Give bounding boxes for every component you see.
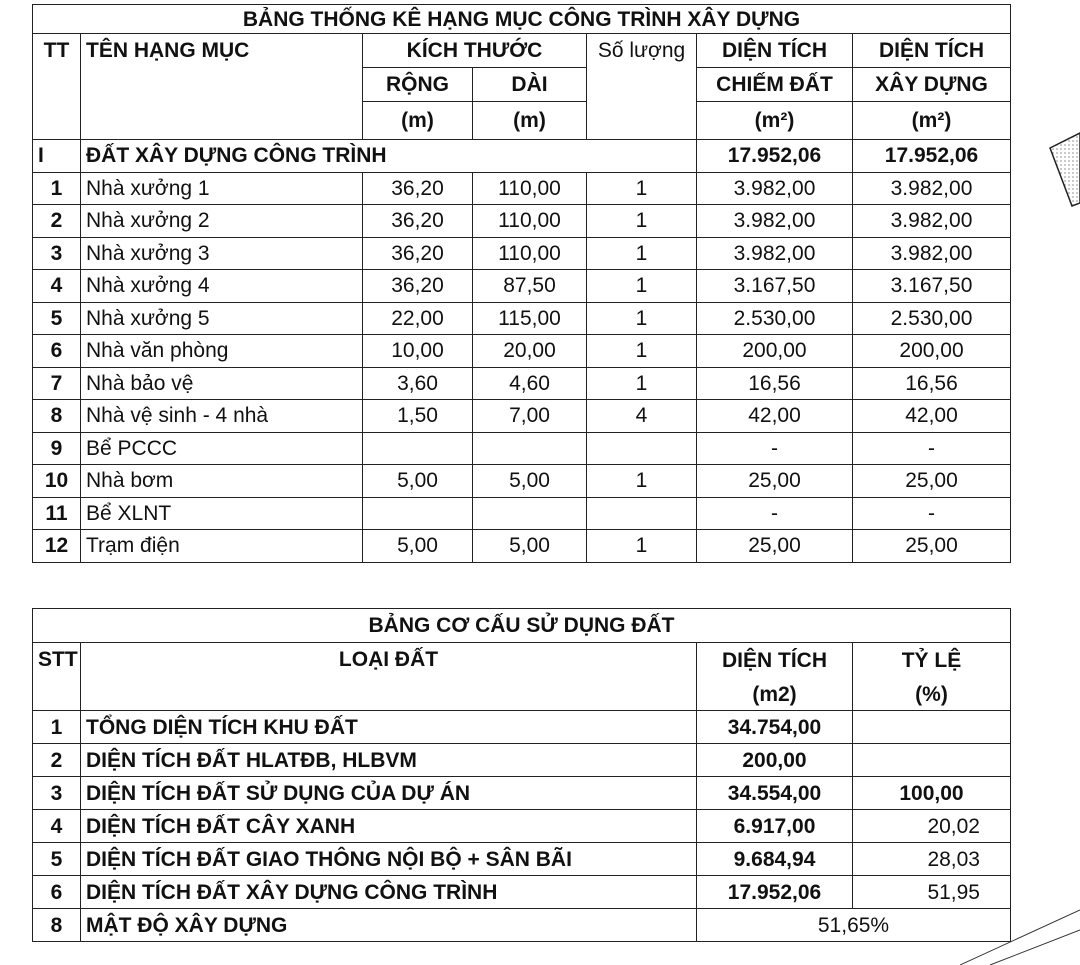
row-qty: 1: [587, 237, 697, 270]
row-area-land: 25,00: [697, 465, 853, 498]
row-ratio: 20,02: [853, 810, 1011, 843]
header-width-unit: (m): [363, 102, 473, 140]
row-length: 4,60: [473, 367, 587, 400]
row-area-build: 200,00: [853, 335, 1011, 368]
row-name: Trạm điện: [81, 530, 363, 563]
row-stt: 2: [33, 205, 81, 238]
table-row: [33, 777, 1011, 810]
row-length: 87,50: [473, 270, 587, 303]
row-area: 9.684,94: [697, 843, 853, 876]
row-name: Nhà văn phòng: [81, 335, 363, 368]
land-use-table: [32, 608, 1011, 942]
row-qty: 1: [587, 465, 697, 498]
row-area-land: 25,00: [697, 530, 853, 563]
header-length-unit: (m): [473, 102, 587, 140]
t2-header-area-1: DIỆN TÍCH: [697, 643, 853, 679]
row-area-build: 42,00: [853, 400, 1011, 433]
row-length: 110,00: [473, 172, 587, 205]
row-area-build: 3.982,00: [853, 205, 1011, 238]
row-area-land: 16,56: [697, 367, 853, 400]
row-area: 34.754,00: [697, 711, 853, 744]
row-area-build: 3.167,50: [853, 270, 1011, 303]
table-row: [33, 237, 1011, 270]
row-name: Nhà bơm: [81, 465, 363, 498]
table-row: [33, 711, 1011, 744]
table-row: [33, 497, 1011, 530]
table-row: [33, 302, 1011, 335]
row-area-land: -: [697, 497, 853, 530]
row-area: 200,00: [697, 744, 853, 777]
header-length: DÀI: [473, 68, 587, 102]
row-width: 10,00: [363, 335, 473, 368]
density-value: 51,65%: [697, 909, 1011, 942]
table-row: [33, 367, 1011, 400]
header-size: KÍCH THƯỚC: [363, 34, 587, 68]
row-area-build: 2.530,00: [853, 302, 1011, 335]
row-area-land: 3.982,00: [697, 205, 853, 238]
table-row: [33, 876, 1011, 909]
row-qty: 1: [587, 335, 697, 368]
row-area-build: 25,00: [853, 530, 1011, 563]
row-ratio: [853, 744, 1011, 777]
row-stt: 12: [33, 530, 81, 563]
row-area-land: 2.530,00: [697, 302, 853, 335]
table-row: [33, 335, 1011, 368]
t2-header-type: LOẠI ĐẤT: [81, 643, 697, 711]
table-row: [33, 400, 1011, 433]
density-type: MẬT ĐỘ XÂY DỰNG: [81, 909, 697, 942]
row-name: Bể XLNT: [81, 497, 363, 530]
row-stt: 6: [33, 876, 81, 909]
row-area-land: 3.982,00: [697, 237, 853, 270]
header-stt: TT: [33, 34, 81, 140]
group-area-land: 17.952,06: [697, 140, 853, 173]
empty-cell: [33, 562, 81, 594]
header-area-build-1: DIỆN TÍCH: [853, 34, 1011, 68]
row-type: DIỆN TÍCH ĐẤT CÂY XANH: [81, 810, 697, 843]
table1-title: BẢNG THỐNG KÊ HẠNG MỤC CÔNG TRÌNH XÂY DỰNG: [33, 5, 1011, 34]
row-area-build: 16,56: [853, 367, 1011, 400]
header-area-build-unit: (m²): [853, 102, 1011, 140]
row-stt: 5: [33, 843, 81, 876]
row-name: Nhà vệ sinh - 4 nhà: [81, 400, 363, 433]
header-area-land-2: CHIẾM ĐẤT: [697, 68, 853, 102]
row-ratio: [853, 711, 1011, 744]
table-row: [33, 465, 1011, 498]
header-area-land-unit: (m²): [697, 102, 853, 140]
row-width: 3,60: [363, 367, 473, 400]
row-area-build: 3.982,00: [853, 237, 1011, 270]
row-area-land: 200,00: [697, 335, 853, 368]
row-area-build: -: [853, 497, 1011, 530]
row-stt: 1: [33, 172, 81, 205]
table-row: [33, 172, 1011, 205]
table-row: [33, 270, 1011, 303]
row-width: 36,20: [363, 205, 473, 238]
table-row: [33, 432, 1011, 465]
row-area-land: 3.982,00: [697, 172, 853, 205]
row-area: 6.917,00: [697, 810, 853, 843]
row-width: 5,00: [363, 530, 473, 563]
row-type: DIỆN TÍCH ĐẤT SỬ DỤNG CỦA DỰ ÁN: [81, 777, 697, 810]
row-type: DIỆN TÍCH ĐẤT XÂY DỰNG CÔNG TRÌNH: [81, 876, 697, 909]
row-ratio: 100,00: [853, 777, 1011, 810]
row-qty: 1: [587, 302, 697, 335]
row-name: Nhà xưởng 5: [81, 302, 363, 335]
row-stt: 6: [33, 335, 81, 368]
row-length: 7,00: [473, 400, 587, 433]
t2-header-area-2: (m2): [697, 679, 853, 711]
row-type: DIỆN TÍCH ĐẤT HLATĐB, HLBVM: [81, 744, 697, 777]
row-area-land: 3.167,50: [697, 270, 853, 303]
row-width: 22,00: [363, 302, 473, 335]
table-row: [33, 205, 1011, 238]
row-stt: 3: [33, 237, 81, 270]
row-area-land: 42,00: [697, 400, 853, 433]
row-name: Nhà xưởng 4: [81, 270, 363, 303]
row-length: 5,00: [473, 530, 587, 563]
density-stt: 8: [33, 909, 81, 942]
row-width: [363, 497, 473, 530]
row-length: [473, 432, 587, 465]
row-stt: 8: [33, 400, 81, 433]
row-area-build: -: [853, 432, 1011, 465]
row-qty: 4: [587, 400, 697, 433]
drawing-line-icon: [960, 905, 1080, 965]
table-row: [33, 843, 1011, 876]
t2-header-stt: STT: [33, 643, 81, 711]
header-area-land-1: DIỆN TÍCH: [697, 34, 853, 68]
group-stt: I: [33, 140, 81, 173]
row-qty: 1: [587, 270, 697, 303]
row-area-build: 25,00: [853, 465, 1011, 498]
row-type: DIỆN TÍCH ĐẤT GIAO THÔNG NỘI BỘ + SÂN BÃI: [81, 843, 697, 876]
row-name: Nhà bảo vệ: [81, 367, 363, 400]
row-name: Nhà xưởng 2: [81, 205, 363, 238]
empty-cell: [81, 562, 1011, 594]
construction-items-table: [32, 4, 1011, 594]
row-ratio: 28,03: [853, 843, 1011, 876]
row-qty: 1: [587, 367, 697, 400]
header-width: RỘNG: [363, 68, 473, 102]
row-stt: 1: [33, 711, 81, 744]
row-qty: [587, 497, 697, 530]
row-length: 5,00: [473, 465, 587, 498]
row-length: 115,00: [473, 302, 587, 335]
row-stt: 2: [33, 744, 81, 777]
row-name: Nhà xưởng 3: [81, 237, 363, 270]
row-stt: 11: [33, 497, 81, 530]
row-stt: 9: [33, 432, 81, 465]
row-stt: 4: [33, 270, 81, 303]
row-stt: 5: [33, 302, 81, 335]
table2-title: BẢNG CƠ CẤU SỬ DỤNG ĐẤT: [33, 609, 1011, 643]
row-area: 34.554,00: [697, 777, 853, 810]
row-ratio: 51,95: [853, 876, 1011, 909]
row-stt: 7: [33, 367, 81, 400]
row-qty: 1: [587, 530, 697, 563]
row-length: [473, 497, 587, 530]
row-qty: 1: [587, 172, 697, 205]
row-type: TỔNG DIỆN TÍCH KHU ĐẤT: [81, 711, 697, 744]
row-width: 36,20: [363, 172, 473, 205]
row-length: 110,00: [473, 205, 587, 238]
row-stt: 10: [33, 465, 81, 498]
row-name: Nhà xưởng 1: [81, 172, 363, 205]
row-qty: 1: [587, 205, 697, 238]
row-stt: 4: [33, 810, 81, 843]
row-width: 1,50: [363, 400, 473, 433]
row-area: 17.952,06: [697, 876, 853, 909]
group-name: ĐẤT XÂY DỰNG CÔNG TRÌNH: [81, 140, 697, 173]
row-name: Bể PCCC: [81, 432, 363, 465]
header-qty: Số lượng: [587, 34, 697, 140]
row-width: 5,00: [363, 465, 473, 498]
row-stt: 3: [33, 777, 81, 810]
header-name: TÊN HẠNG MỤC: [81, 34, 363, 140]
header-area-build-2: XÂY DỰNG: [853, 68, 1011, 102]
row-area-land: -: [697, 432, 853, 465]
row-length: 110,00: [473, 237, 587, 270]
row-width: [363, 432, 473, 465]
drawing-fragment-icon: [1040, 128, 1080, 208]
table-row: [33, 810, 1011, 843]
row-area-build: 3.982,00: [853, 172, 1011, 205]
row-length: 20,00: [473, 335, 587, 368]
row-width: 36,20: [363, 237, 473, 270]
row-width: 36,20: [363, 270, 473, 303]
table-row: [33, 530, 1011, 563]
group-area-build: 17.952,06: [853, 140, 1011, 173]
t2-header-ratio-2: (%): [853, 679, 1011, 711]
table-row: [33, 744, 1011, 777]
t2-header-ratio-1: TỶ LỆ: [853, 643, 1011, 679]
row-qty: [587, 432, 697, 465]
